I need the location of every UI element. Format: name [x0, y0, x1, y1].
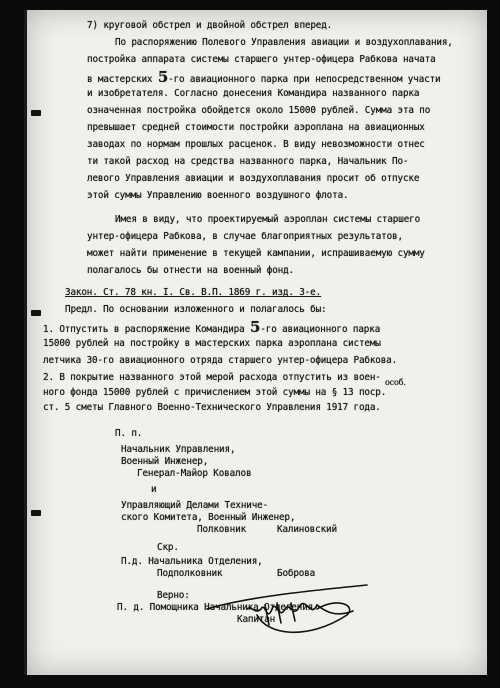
signature-text: Подполковник [157, 568, 223, 579]
body-line: постройка аппарата системы старшего унтер-офицера Рабкова начата [87, 54, 436, 65]
body-line: унтер-офицера Рабкова, в случае благоприятных результатов, [87, 231, 403, 242]
signature-text: Боброва [277, 568, 316, 579]
body-line: ти такой расход на средства названного парка, Начальник По- [87, 156, 409, 167]
signature-text: Военный Инженер, [121, 456, 209, 467]
body-line: этой суммы Управлению военного воздушного флота. [87, 190, 349, 201]
body-line: может найти применение в текущей кампании, испрашиваемую сумму [87, 248, 425, 259]
body-line: Имея в виду, что проектируемый аэроплан системы старшего [115, 214, 421, 225]
signature-text: Капитан [237, 614, 276, 625]
handwritten-numeral: 5 [250, 318, 261, 336]
signature-text: П. д. Помощника Начальника Отделения [117, 602, 314, 613]
signature-text: Управляющий Делами Техниче- [121, 500, 269, 511]
body-line: ст. 5 сметы Главного Военно-Технического Управления 1917 года. [43, 402, 381, 413]
signature-text: П.д. Начальника Отделения, [121, 556, 263, 567]
body-line: означенная постройка обойдется около 15000 рублей. Сумма эта по [87, 105, 431, 116]
body-text: 1. Отпустить в распоряжение Командира [43, 324, 250, 335]
handwritten-signature [177, 575, 377, 655]
body-line: летчика 30-го авиационного отряда старшего унтер-офицера Рабкова. [43, 355, 398, 366]
handwritten-numeral: 5 [157, 68, 169, 86]
body-line: 7) круговой обстрел и двойной обстрел вперед. [87, 20, 333, 31]
body-line [43, 318, 381, 336]
handwritten-insertion: особ. [385, 378, 406, 387]
signature-text: Скр. [157, 542, 179, 553]
body-text: -го авиационного парка при непосредственном участи [168, 74, 441, 85]
signature-text: Полковник [197, 524, 247, 535]
body-line: и изобретателя. Согласно донесения Командира названного парка [87, 88, 420, 99]
signature-text: ского Комитета, Военный Инженер, [121, 512, 296, 523]
body-line: полагалось бы отнести на военный фонд. [87, 265, 294, 276]
signature-text: Начальник Управления, [121, 444, 236, 455]
signature-text: и [151, 484, 157, 495]
body-line: 2. В покрытие названного этой мерой расхода отпустить из воен- [43, 372, 381, 383]
law-reference: Закон. Ст. 78 кн. I. Св. В.П. 1869 г. изд. 3-е. [65, 287, 322, 298]
body-text: в мастерских [87, 74, 158, 85]
body-text: -го авиационного парка [260, 324, 381, 335]
body-line: 15000 рублей на постройку в мастерских парка аэроплана системы [43, 338, 381, 349]
signature-text: П. п. [115, 428, 143, 439]
body-line: По распоряжению Полевого Управления авиации и воздухоплавания, [115, 37, 453, 48]
body-line: ного фонда 15000 рублей с причислением этой суммы на § 13 поср. [43, 387, 387, 398]
proposal-heading: Предл. По основании изложенного и полагалось бы: [65, 304, 327, 315]
body-line [87, 68, 441, 86]
signature-text: Генерал-Майор Ковалов [137, 468, 252, 479]
document-page [24, 10, 487, 675]
body-line: левого Управления авиации и воздухоплавания просит об отпуске [87, 173, 420, 184]
signature-text: Калиновский [277, 524, 337, 535]
body-line: заводах по нормам прошлых расценок. В виду невозможности отнес [87, 139, 425, 150]
signature-text: Верно: [157, 590, 190, 601]
body-line: превышает средней стоимости постройки аэроплана на авиационных [87, 122, 425, 133]
